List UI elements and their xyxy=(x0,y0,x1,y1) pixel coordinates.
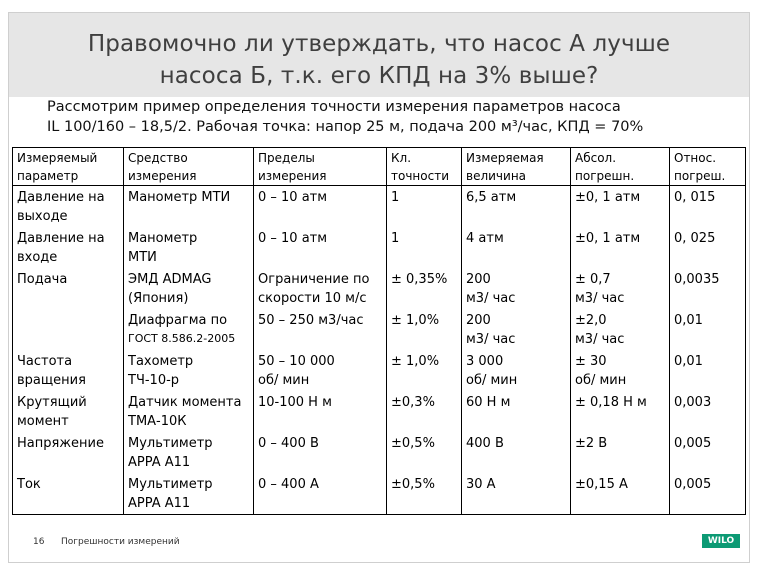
cell-line: Напряжение xyxy=(17,436,104,451)
wilo-logo: WILO xyxy=(702,534,740,548)
cell-line: 200 xyxy=(466,313,491,328)
cell-line: APPA A11 xyxy=(128,496,191,511)
cell-line: Ограничение по xyxy=(258,272,370,287)
header-cell-line: величина xyxy=(466,169,527,183)
cell-line: Диафрагма по xyxy=(128,313,228,328)
table-cell xyxy=(571,186,670,228)
cell-line: Крутящий xyxy=(17,395,87,410)
cell-line: ± 30 xyxy=(575,354,607,369)
slide-title-line-2: насоса Б, т.к. его КПД на 3% выше? xyxy=(159,63,599,89)
cell-line: Манометр МТИ xyxy=(128,190,231,205)
table-cell xyxy=(13,391,124,432)
cell-line: (Япония) xyxy=(128,291,189,306)
cell-line: Тахометр xyxy=(128,354,194,369)
cell-line: об/ мин xyxy=(258,373,310,388)
cell-line: скорости 10 м/с xyxy=(258,291,367,306)
table-row xyxy=(13,186,746,228)
table-body xyxy=(13,186,746,515)
header-cell-line: Измеряемая xyxy=(466,151,544,165)
cell-line: Давление на xyxy=(17,231,105,246)
table-cell xyxy=(462,432,571,473)
table-cell xyxy=(254,350,387,391)
table-row xyxy=(13,432,746,473)
table-cell xyxy=(254,186,387,228)
header-cell-line: Абсол. xyxy=(575,151,617,165)
page-number: 16 xyxy=(33,537,45,547)
cell-line: Датчик момента xyxy=(128,395,242,410)
table-cell xyxy=(670,227,746,268)
cell-line: об/ мин xyxy=(466,373,518,388)
table-cell xyxy=(670,473,746,515)
cell-line: 400 В xyxy=(466,436,504,451)
table-cell xyxy=(13,432,124,473)
header-cell-line: Измеряемый xyxy=(17,151,98,165)
cell-line: Подача xyxy=(17,272,68,287)
cell-line: момент xyxy=(17,414,69,429)
table-cell xyxy=(13,473,124,515)
table-cell xyxy=(387,350,462,391)
table-row xyxy=(13,391,746,432)
table-cell xyxy=(462,473,571,515)
cell-line: 200 xyxy=(466,272,491,287)
cell-line: ±0,3% xyxy=(391,395,435,410)
cell-line: об/ мин xyxy=(575,373,627,388)
table-cell xyxy=(571,473,670,515)
table-cell xyxy=(670,268,746,309)
table-cell xyxy=(670,432,746,473)
table-cell xyxy=(13,268,124,309)
cell-line: Частота xyxy=(17,354,73,369)
cell-line: 1 xyxy=(391,190,400,205)
table-cell xyxy=(462,268,571,309)
table-cell xyxy=(571,309,670,350)
cell-line: 0,0035 xyxy=(674,272,720,287)
header-cell-line: погреш. xyxy=(674,169,726,183)
header-cell-line: точности xyxy=(391,169,449,183)
table-cell xyxy=(670,391,746,432)
table-cell xyxy=(13,350,124,391)
cell-line: 0 – 10 атм xyxy=(258,231,328,246)
cell-line: ±0,5% xyxy=(391,436,435,451)
cell-line: ТМА-10К xyxy=(128,414,187,429)
table-cell xyxy=(124,186,254,228)
table-header-cell xyxy=(670,148,746,186)
cell-line: 0,01 xyxy=(674,354,703,369)
cell-line: м3/ час xyxy=(466,332,516,347)
cell-line: 50 – 250 м3/час xyxy=(258,313,364,328)
table-cell xyxy=(462,227,571,268)
cell-line: 0 – 10 атм xyxy=(258,190,328,205)
footer-text: Погрешности измерений xyxy=(61,537,180,547)
intro-text-line-1: Рассмотрим пример определения точности измерения параметров насоса xyxy=(47,99,621,115)
table-cell xyxy=(462,350,571,391)
table-cell xyxy=(387,268,462,309)
cell-line: ±0,15 А xyxy=(575,477,628,492)
cell-line: ± 1,0% xyxy=(391,354,440,369)
cell-line: м3/ час xyxy=(575,291,625,306)
header-cell-line: измерения xyxy=(258,169,327,183)
table-row xyxy=(13,227,746,268)
cell-line: Давление на xyxy=(17,190,105,205)
table-cell xyxy=(254,391,387,432)
table-cell xyxy=(254,309,387,350)
table-cell xyxy=(124,391,254,432)
table-cell xyxy=(254,473,387,515)
cell-line: МТИ xyxy=(128,250,157,265)
table-row xyxy=(13,309,746,350)
header-cell-line: Относ. xyxy=(674,151,717,165)
table-header-row xyxy=(13,148,746,186)
cell-line: ТЧ-10-р xyxy=(128,373,180,388)
table-cell xyxy=(571,432,670,473)
table-cell xyxy=(254,268,387,309)
table-cell xyxy=(13,309,124,350)
cell-line: 1 xyxy=(391,231,400,246)
cell-line: 10-100 Н м xyxy=(258,395,332,410)
cell-line: Мультиметр xyxy=(128,436,213,451)
table-cell xyxy=(462,186,571,228)
table-cell xyxy=(387,186,462,228)
cell-line: ЭМД ADMAG xyxy=(128,272,212,287)
cell-line: 0,01 xyxy=(674,313,703,328)
table-cell xyxy=(387,473,462,515)
table-cell xyxy=(124,432,254,473)
table-row xyxy=(13,473,746,515)
table-cell xyxy=(571,391,670,432)
table-cell xyxy=(571,350,670,391)
cell-line: 0,005 xyxy=(674,477,712,492)
table-cell xyxy=(124,227,254,268)
cell-line: ± 0,18 Н м xyxy=(575,395,647,410)
cell-line: выходе xyxy=(17,209,68,224)
header-cell-line: параметр xyxy=(17,169,79,183)
cell-line: вращения xyxy=(17,373,86,388)
table-cell xyxy=(254,227,387,268)
table-cell xyxy=(670,350,746,391)
cell-line: ±0, 1 атм xyxy=(575,231,641,246)
table-cell xyxy=(124,309,254,350)
cell-line: 6,5 атм xyxy=(466,190,517,205)
measurement-table xyxy=(12,147,746,515)
cell-line: ±2 В xyxy=(575,436,608,451)
header-cell-line: Пределы xyxy=(258,151,315,165)
cell-line: 0,005 xyxy=(674,436,712,451)
header-cell-line: измерения xyxy=(128,169,197,183)
cell-line: 4 атм xyxy=(466,231,504,246)
header-cell-line: Кл. xyxy=(391,151,412,165)
header-cell-line: погрешн. xyxy=(575,169,635,183)
cell-line: Мультиметр xyxy=(128,477,213,492)
cell-line: 3 000 xyxy=(466,354,504,369)
cell-line: ± 0,35% xyxy=(391,272,448,287)
table-cell xyxy=(254,432,387,473)
cell-line: м3/ час xyxy=(575,332,625,347)
intro-text-line-2: IL 100/160 – 18,5/2. Рабочая точка: напор 25 м, подача 200 м³/час, КПД = 70% xyxy=(47,119,644,135)
table-header-cell xyxy=(387,148,462,186)
cell-line: ±0, 1 атм xyxy=(575,190,641,205)
header-cell-line: Средство xyxy=(128,151,188,165)
cell-line: 0,003 xyxy=(674,395,712,410)
cell-line: ± 0,7 xyxy=(575,272,611,287)
table-cell xyxy=(571,268,670,309)
table-cell xyxy=(670,309,746,350)
slide xyxy=(8,12,750,563)
table-cell xyxy=(13,186,124,228)
table-cell xyxy=(462,391,571,432)
table-header-cell xyxy=(124,148,254,186)
cell-line: м3/ час xyxy=(466,291,516,306)
table-header-cell xyxy=(254,148,387,186)
slide-title-line-1: Правомочно ли утверждать, что насос А лучше xyxy=(87,31,671,57)
table-cell xyxy=(387,309,462,350)
cell-line: APPA A11 xyxy=(128,455,191,470)
cell-line: 60 Н м xyxy=(466,395,511,410)
table-cell xyxy=(571,227,670,268)
cell-line: входе xyxy=(17,250,58,265)
table-row xyxy=(13,350,746,391)
table-row xyxy=(13,268,746,309)
cell-line: Ток xyxy=(17,477,41,492)
cell-line: 50 – 10 000 xyxy=(258,354,335,369)
cell-line: ГОСТ 8.586.2-2005 xyxy=(128,332,236,345)
table-cell xyxy=(387,432,462,473)
cell-line: 0 – 400 В xyxy=(258,436,319,451)
cell-line: ±0,5% xyxy=(391,477,435,492)
table-cell xyxy=(124,473,254,515)
cell-line: Манометр xyxy=(128,231,198,246)
table-cell xyxy=(124,268,254,309)
cell-line: ± 1,0% xyxy=(391,313,440,328)
cell-line: 0, 015 xyxy=(674,190,716,205)
table-header-cell xyxy=(462,148,571,186)
table-cell xyxy=(670,186,746,228)
cell-line: 0, 025 xyxy=(674,231,716,246)
table-cell xyxy=(124,350,254,391)
table-cell xyxy=(462,309,571,350)
table-header-cell xyxy=(13,148,124,186)
table-cell xyxy=(387,391,462,432)
table-header-cell xyxy=(571,148,670,186)
cell-line: 30 А xyxy=(466,477,496,492)
table-cell xyxy=(387,227,462,268)
title-band xyxy=(9,13,749,97)
table-cell xyxy=(13,227,124,268)
cell-line: ±2,0 xyxy=(575,313,607,328)
cell-line: 0 – 400 А xyxy=(258,477,319,492)
